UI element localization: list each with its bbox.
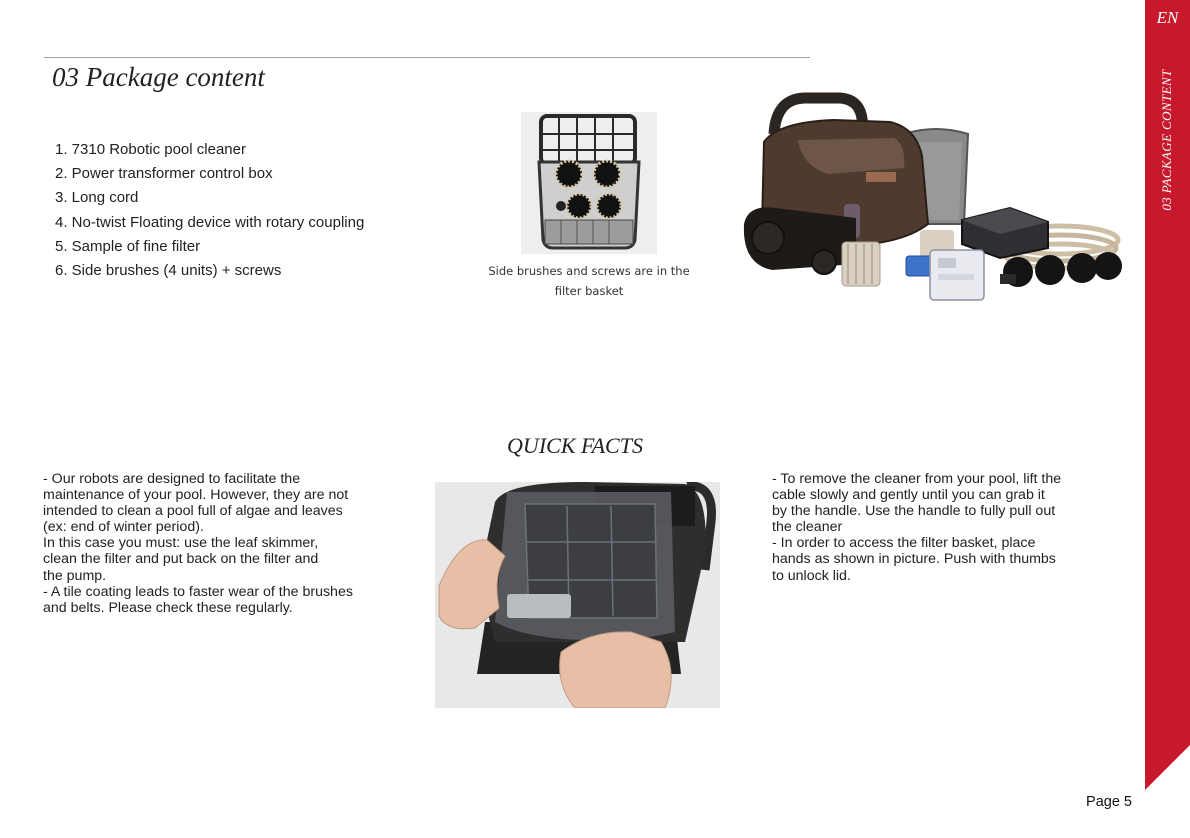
fact-item — [772, 535, 1117, 583]
fact-line: - To remove the cleaner from your pool, lift the — [772, 471, 1062, 487]
list-item: 6. Side brushes (4 units) + screws — [55, 262, 282, 280]
fact-line: maintenance of your pool. However, they are not — [43, 487, 349, 504]
caption-line: Side brushes and screws are in the — [488, 264, 690, 278]
package-content-list — [55, 138, 364, 283]
fact-line: the cleaner — [772, 519, 843, 536]
list-item: 3. Long cord — [55, 189, 139, 207]
fact-line: cable slowly and gently until you can grab it — [772, 487, 1045, 504]
open-filter-lid-photo — [435, 482, 720, 708]
fact-item — [772, 471, 1117, 535]
fact-line: by the handle. Use the handle to fully pull out — [772, 503, 1056, 520]
fact-line: - A tile coating leads to faster wear of the brushes — [43, 583, 353, 600]
fact-item — [43, 584, 418, 616]
fact-line: - In order to access the filter basket, place — [772, 535, 1036, 552]
page-title: 03 Package content — [52, 62, 265, 92]
basket-caption — [482, 261, 696, 301]
fact-line: hands as shown in picture. Push with thumbs — [772, 551, 1056, 568]
quick-facts-right-column — [772, 471, 1117, 584]
fact-line: and belts. Please check these regularly. — [43, 599, 293, 616]
fact-line: (ex: end of winter period). — [43, 519, 204, 536]
page-number: Page 5 — [1086, 794, 1132, 810]
fact-line: clean the filter and put back on the filter and — [43, 551, 319, 568]
fact-line: to unlock lid. — [772, 567, 851, 584]
quick-facts-heading: QUICK FACTS — [507, 433, 643, 458]
language-label: EN — [1156, 8, 1179, 27]
quick-facts-left-column — [43, 471, 418, 616]
section-side-title: 03 PACKAGE CONTENT — [1159, 69, 1174, 211]
caption-line: filter basket — [554, 284, 624, 298]
list-item: 4. No-twist Floating device with rotary coupling — [55, 213, 365, 231]
fact-line: In this case you must: use the leaf skimmer, — [43, 535, 319, 552]
fact-item — [43, 471, 418, 584]
list-item: 1. 7310 Robotic pool cleaner — [55, 141, 246, 158]
filter-basket-photo — [521, 112, 657, 254]
fact-line: intended to clean a pool full of algae and leaves — [43, 503, 343, 520]
list-item: 5. Sample of fine filter — [55, 237, 201, 255]
header-rule — [44, 57, 810, 58]
robot-and-accessories-photo — [738, 92, 1124, 308]
fact-line: the pump. — [43, 567, 107, 584]
list-item: 2. Power transformer control box — [55, 165, 273, 183]
fact-line: - Our robots are designed to facilitate the — [43, 471, 301, 487]
